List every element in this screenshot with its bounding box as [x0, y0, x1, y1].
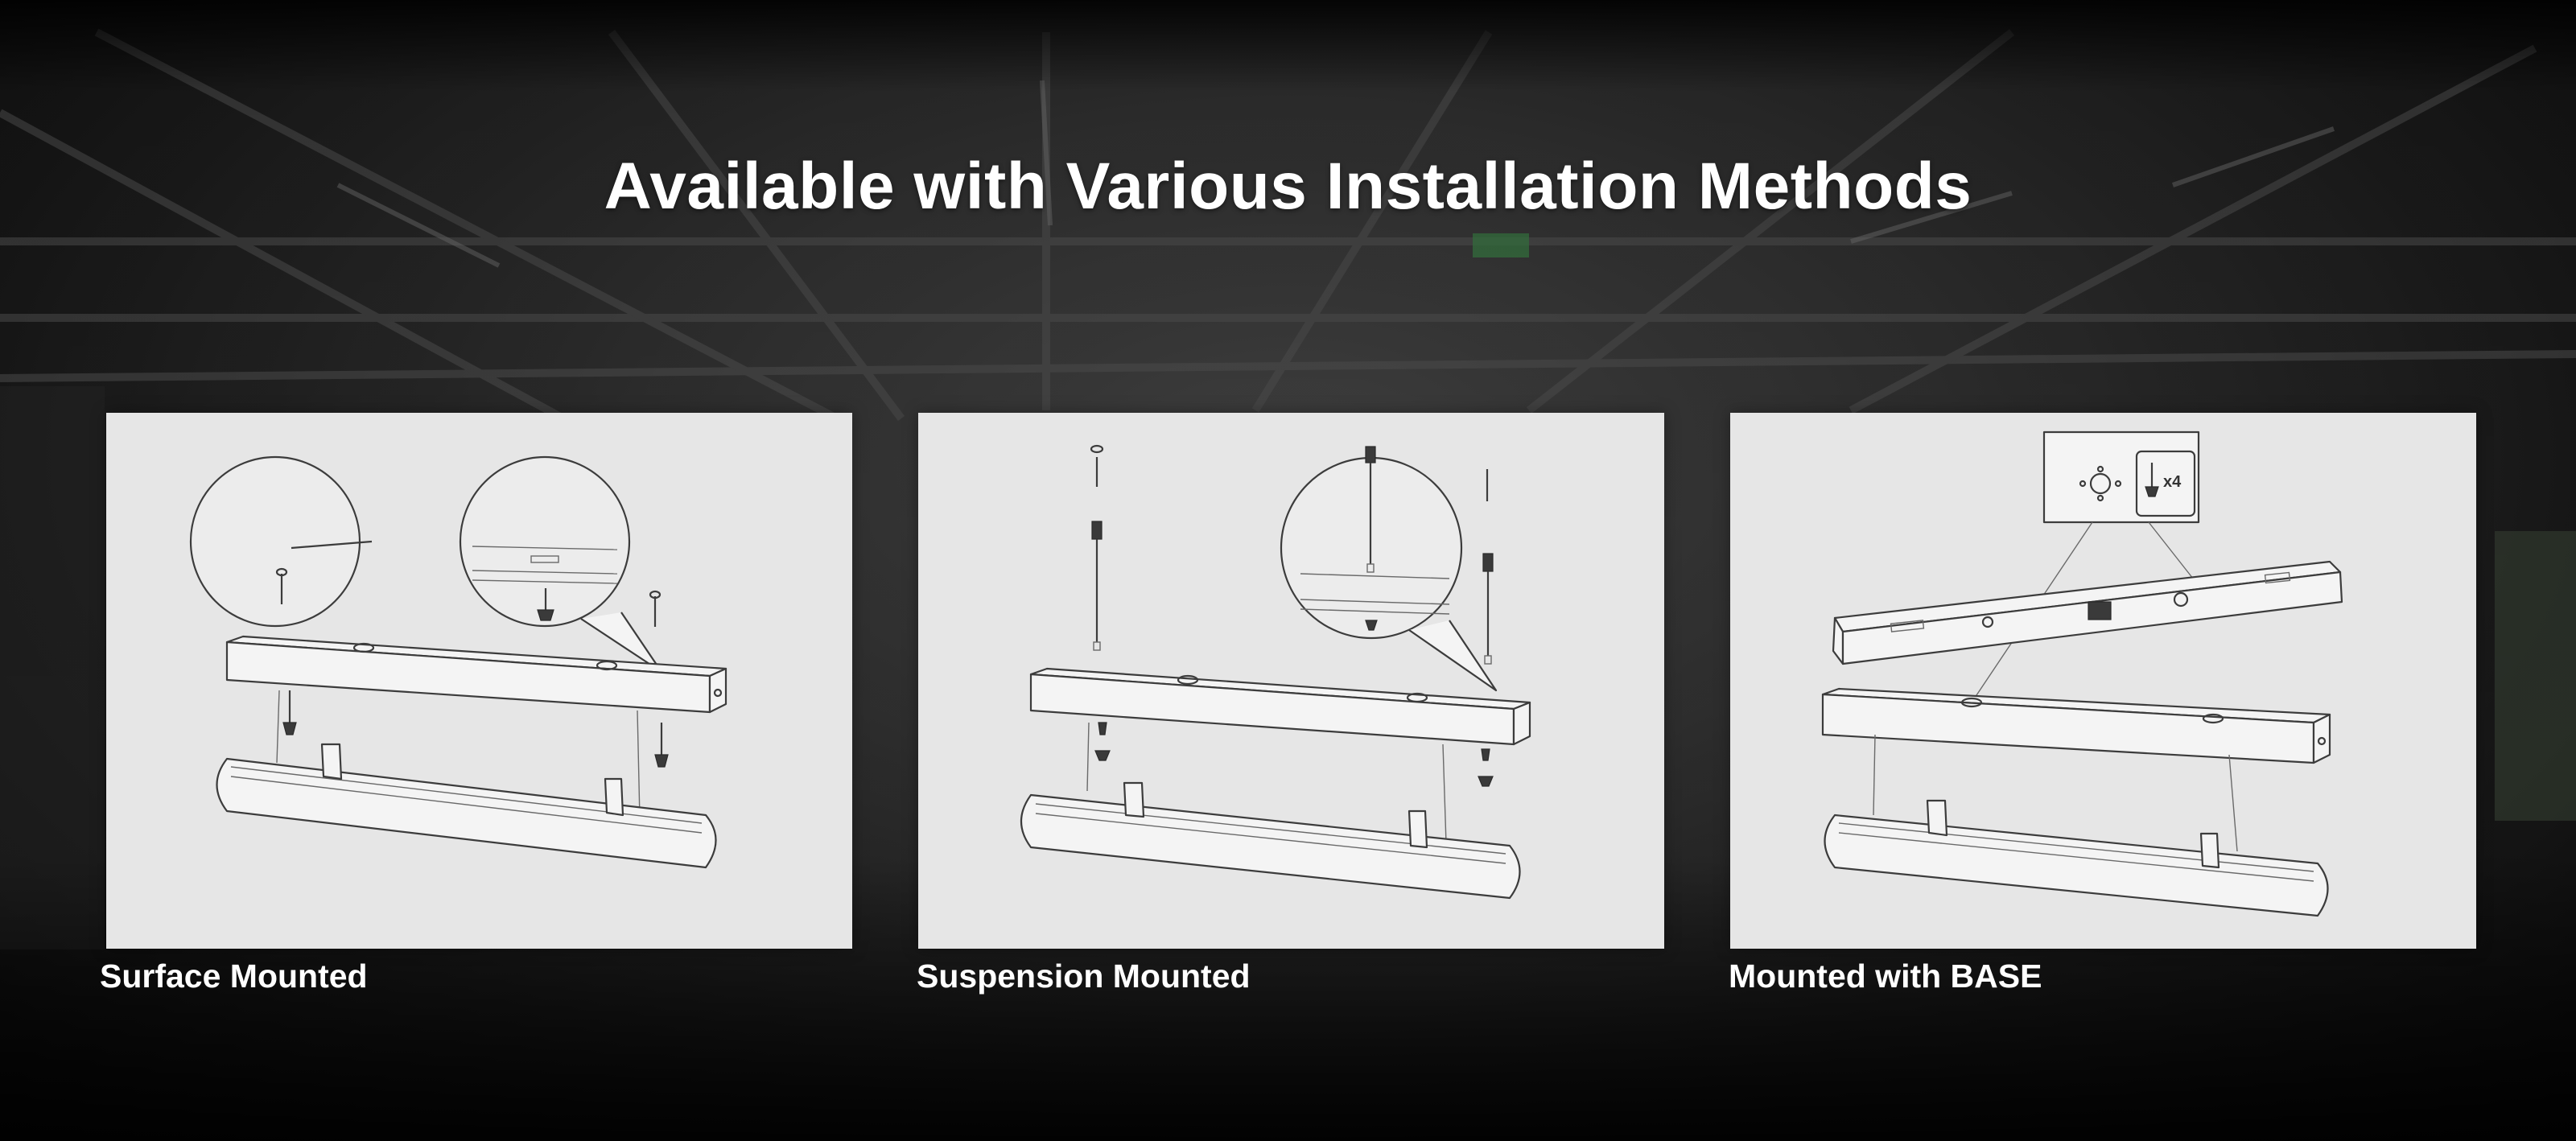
- caption-mounted-with-base: Mounted with BASE: [1729, 958, 2042, 995]
- caption-suspension-mounted: Suspension Mounted: [917, 958, 1251, 995]
- surface-mount-illustration: [106, 413, 852, 949]
- suspension-mount-diagram: [918, 413, 1664, 949]
- suspension-mount-illustration: [918, 413, 1664, 949]
- base-mount-diagram: [1730, 413, 2476, 949]
- quantity-label: x4: [2163, 473, 2182, 491]
- page-title: Available with Various Installation Methods: [604, 150, 1972, 223]
- base-mount-illustration: [1730, 413, 2476, 949]
- surface-mount-diagram: [106, 413, 852, 949]
- caption-surface-mounted: Surface Mounted: [100, 958, 368, 995]
